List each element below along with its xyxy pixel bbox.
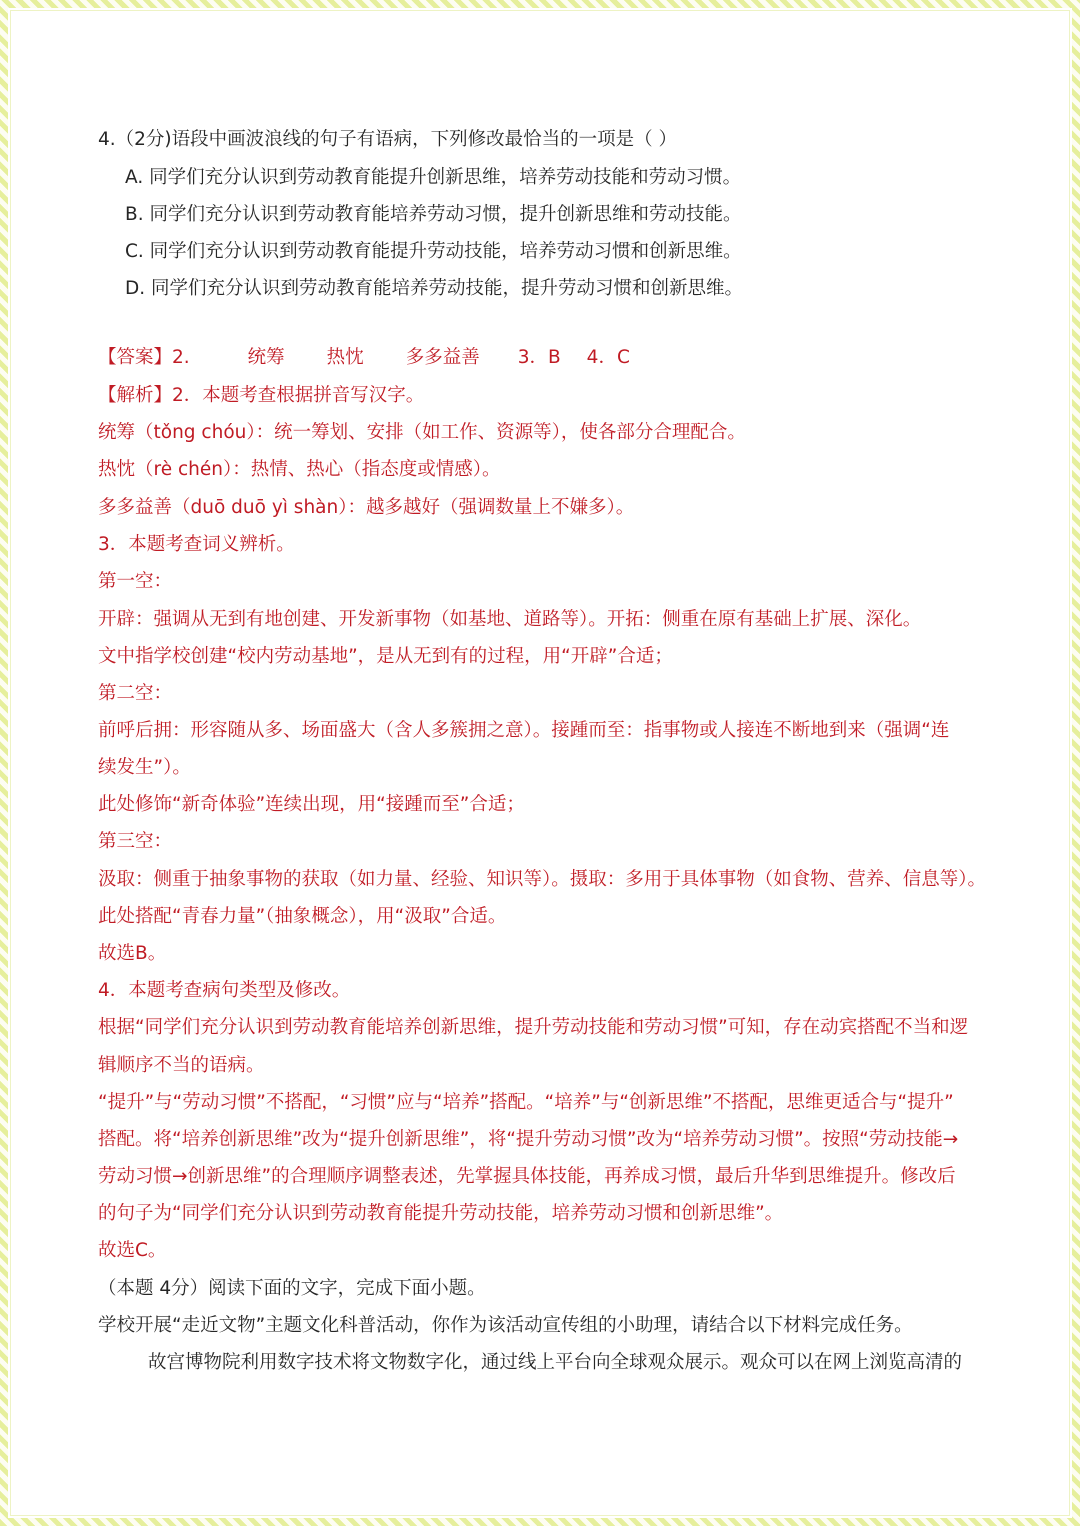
analysis-intro	[98, 382, 424, 410]
answer-q4: 4．C	[586, 347, 630, 368]
analysis-line: 前呼后拥：形容随从多、场面盛大（含人多簇拥之意）。接踵而至：指事物或人接连不断地到来（强调“连	[98, 720, 950, 741]
option-c: C. 同学们充分认识到劳动教育能提升劳动技能，培养劳动习惯和创新思维。	[125, 241, 742, 262]
option-d: D. 同学们充分认识到劳动教育能培养劳动技能，提升劳动习惯和创新思维。	[125, 278, 744, 299]
analysis-line: 热忱（rè chén）：热情、热心（指态度或情感）。	[98, 459, 501, 480]
analysis-line: 搭配。将“培养创新思维”改为“提升创新思维”，将“提升劳动习惯”改为“培养劳动习惯”。按照“劳动技能→	[98, 1129, 959, 1150]
analysis-line: 第一空：	[98, 571, 173, 592]
analysis-line: 辑顺序不当的语病。	[98, 1055, 265, 1076]
analysis-line: 此处搭配“青春力量”（抽象概念），用“汲取”合适。	[98, 906, 507, 927]
analysis-line: 开辟：强调从无到有地创建、开发新事物（如基地、道路等）。开拓：侧重在原有基础上扩展、深化。	[98, 609, 922, 630]
answer-tag: 【答案】2.	[98, 347, 190, 368]
section-task: 学校开展“走近文物”主题文化科普活动，你作为该活动宣传组的小助理，请结合以下材料完成任务。	[98, 1315, 913, 1336]
analysis-line: 的句子为“同学们充分认识到劳动教育能提升劳动技能，培养劳动习惯和创新思维”。	[98, 1203, 784, 1224]
analysis-line: 文中指学校创建“校内劳动基地”，是从无到有的过程，用“开辟”合适；	[98, 646, 673, 667]
analysis-line: 多多益善（duō duō yì shàn）：越多越好（强调数量上不嫌多）。	[98, 497, 635, 518]
analysis-tag: 【解析】	[98, 385, 173, 406]
analysis-line: 4．本题考查病句类型及修改。	[98, 980, 351, 1001]
analysis-line: 第三空：	[98, 831, 173, 852]
analysis-line: 统筹（tǒng chóu）：统一筹划、安排（如工作、资源等），使各部分合理配合。	[98, 422, 746, 443]
passage-first-line: 故宫博物院利用数字技术将文物数字化，通过线上平台向全球观众展示。观众可以在网上浏览高清的	[148, 1352, 963, 1373]
answer-line	[98, 344, 630, 372]
answer-blank-3: 多多益善	[405, 347, 480, 368]
analysis-intro-text: 2．本题考查根据拼音写汉字。	[172, 385, 425, 406]
analysis-line: 第二空：	[98, 683, 173, 704]
answer-blank-2: 热忱	[326, 347, 364, 368]
answer-blank-1: 统筹	[247, 347, 285, 368]
analysis-line: 故选B。	[98, 943, 167, 964]
analysis-line: 汲取：侧重于抽象事物的获取（如力量、经验、知识等）。摄取：多用于具体事物（如食物、营养、信息等）。	[98, 869, 987, 890]
analysis-line: 此处修饰“新奇体验”连续出现，用“接踵而至”合适；	[98, 794, 525, 815]
option-b: B. 同学们充分认识到劳动教育能培养劳动习惯，提升创新思维和劳动技能。	[125, 204, 742, 225]
analysis-line: 3．本题考查词义辨析。	[98, 534, 295, 555]
analysis-line: “提升”与“劳动习惯”不搭配，“习惯”应与“培养”搭配。“培养”与“创新思维”不搭配，思维更适合与“提升”	[98, 1092, 954, 1113]
option-a: A. 同学们充分认识到劳动教育能提升创新思维，培养劳动技能和劳动习惯。	[125, 167, 742, 188]
analysis-line: 根据“同学们充分认识到劳动教育能培养创新思维，提升劳动技能和劳动习惯”可知，存在动宾搭配不当和逻	[98, 1017, 969, 1038]
analysis-line: 续发生”）。	[98, 757, 191, 778]
analysis-line: 故选C。	[98, 1240, 167, 1261]
question-stem: 4.（2分)语段中画波浪线的句子有语病，下列修改最恰当的一项是（ ）	[98, 129, 678, 150]
analysis-line: 劳动习惯→创新思维”的合理顺序调整表述，先掌握具体技能，再养成习惯，最后升华到思维提升。修改后	[98, 1166, 956, 1187]
section-intro: （本题 4分）阅读下面的文字，完成下面小题。	[98, 1278, 486, 1299]
answer-q3: 3．B	[517, 347, 561, 368]
